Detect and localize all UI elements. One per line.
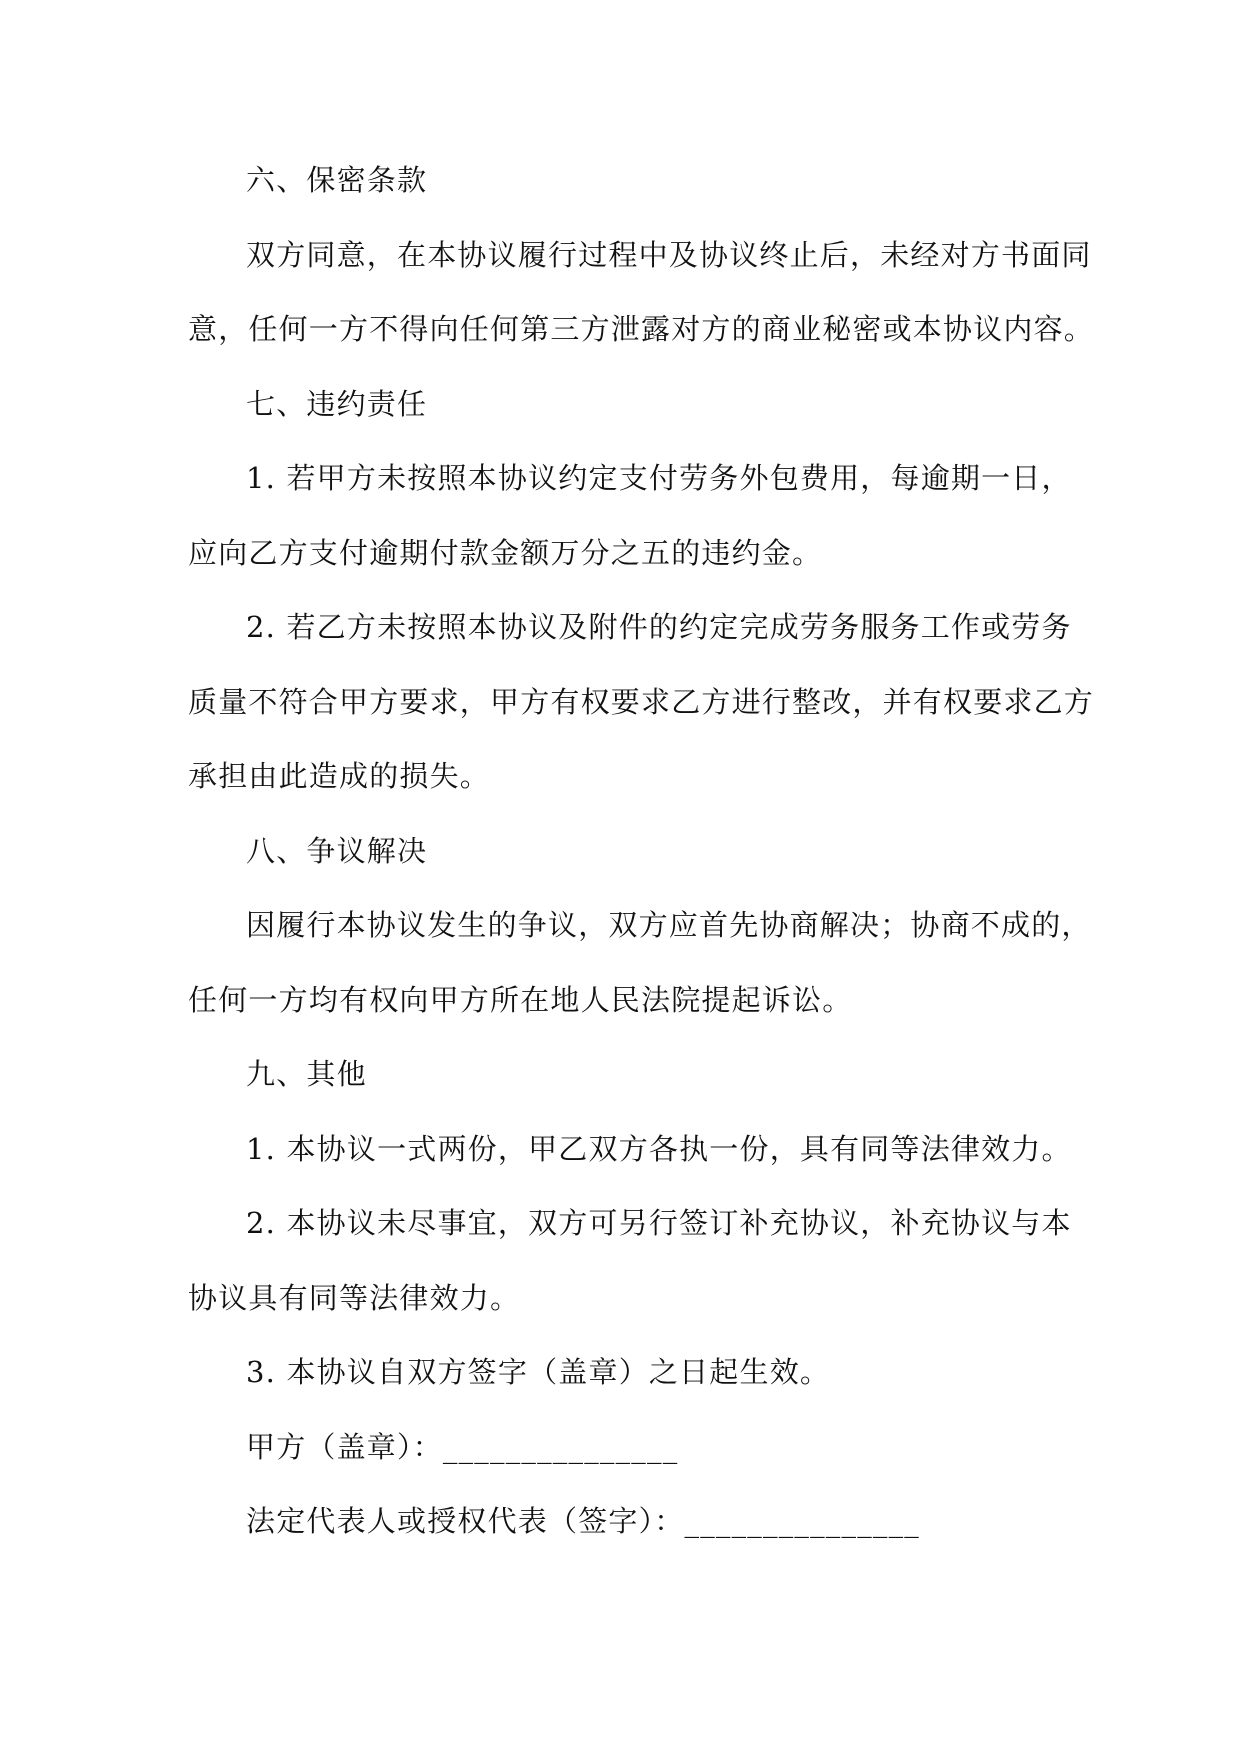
paragraph-line: 任何一方均有权向甲方所在地人民法院提起诉讼。: [188, 982, 853, 1017]
paragraph-line: 2. 若乙方未按照本协议及附件的约定完成劳务服务工作或劳务: [246, 610, 1072, 644]
section-heading-other: 九、其他: [246, 1057, 367, 1091]
section-heading-liability: 七、违约责任: [246, 386, 428, 421]
paragraph-line: 质量不符合甲方要求，甲方有权要求乙方进行整改，并有权要求乙方: [188, 684, 1095, 719]
paragraph-line: 3. 本协议自双方签字（盖章）之日起生效。: [246, 1355, 831, 1389]
paragraph-line: 意，任何一方不得向任何第三方泄露对方的商业秘密或本协议内容。: [188, 312, 1095, 346]
paragraph-line: 1. 本协议一式两份，甲乙双方各执一份，具有同等法律效力。: [246, 1131, 1072, 1166]
paragraph-line: 双方同意，在本协议履行过程中及协议终止后，未经对方书面同: [246, 237, 1092, 272]
paragraph-line: 协议具有同等法律效力。: [188, 1280, 521, 1315]
paragraph-line: 承担由此造成的损失。: [188, 759, 491, 793]
document-body: [188, 143, 1095, 1559]
signature-line-representative: 法定代表人或授权代表（签字）：_______________: [246, 1504, 921, 1538]
paragraph-line: 1. 若甲方未按照本协议约定支付劳务外包费用，每逾期一日，: [246, 461, 1072, 495]
paragraph-line: 2. 本协议未尽事宜，双方可另行签订补充协议，补充协议与本: [246, 1206, 1072, 1240]
paragraph-line: 应向乙方支付逾期付款金额万分之五的违约金。: [188, 535, 823, 570]
signature-line-party-a: 甲方（盖章）：_______________: [246, 1429, 679, 1464]
paragraph-line: 因履行本协议发生的争议，双方应首先协商解决；协商不成的，: [246, 908, 1092, 942]
section-heading-dispute: 八、争议解决: [246, 833, 428, 868]
section-heading-confidentiality: 六、保密条款: [246, 163, 428, 197]
